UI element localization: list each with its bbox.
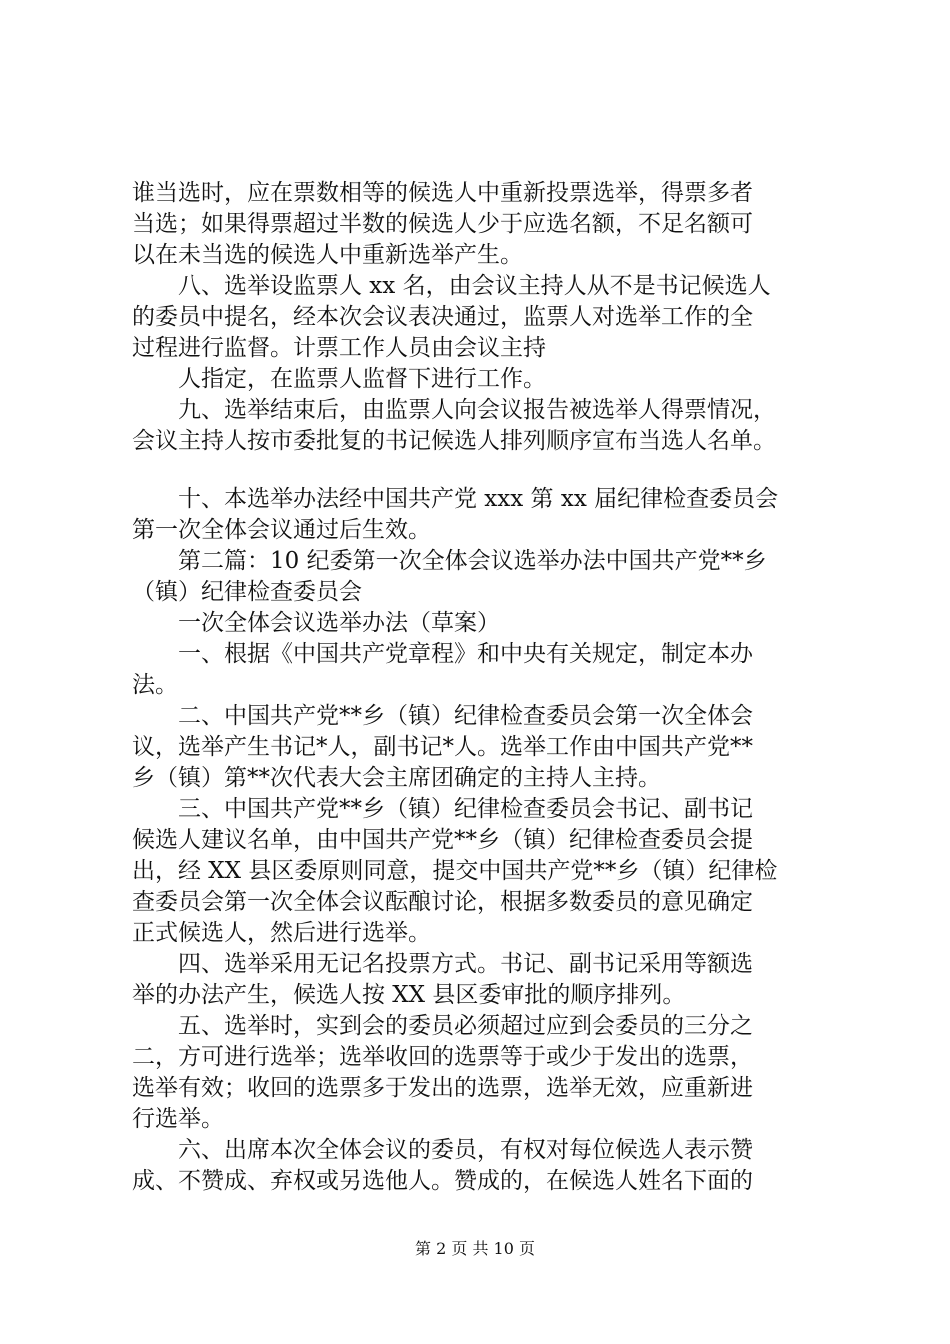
text-line: 谁当选时，应在票数相等的候选人中重新投票选举，得票多者 — [132, 180, 753, 206]
text-line: 五、选举时，实到会的委员必须超过应到会委员的三分之 — [178, 1013, 753, 1039]
text-line: 一、根据《中国共产党章程》和中央有关规定，制定本办 — [178, 641, 753, 667]
text-line: 第二篇：10 纪委第一次全体会议选举办法中国共产党**乡 — [178, 548, 767, 574]
text-line: 一次全体会议选举办法（草案） — [178, 610, 500, 636]
text-line: 出，经 XX 县区委原则同意，提交中国共产党**乡（镇）纪律检 — [132, 858, 778, 884]
text-line: 乡（镇）第**次代表大会主席团确定的主持人主持。 — [132, 765, 661, 791]
text-line: 六、出席本次全体会议的委员，有权对每位候选人表示赞 — [178, 1137, 753, 1163]
text-line: 当选；如果得票超过半数的候选人少于应选名额，不足名额可 — [132, 211, 753, 237]
text-line: 会议主持人按市委批复的书记候选人排列顺序宣布当选人名单。 — [132, 428, 776, 454]
text-line: 法。 — [132, 672, 178, 698]
text-line: 三、中国共产党**乡（镇）纪律检查委员会书记、副书记 — [178, 796, 753, 822]
text-line: 正式候选人，然后进行选举。 — [132, 920, 431, 946]
text-line: 查委员会第一次全体会议酝酿讨论，根据多数委员的意见确定 — [132, 889, 753, 915]
text-line: 人指定，在监票人监督下进行工作。 — [178, 366, 546, 392]
text-line: 第一次全体会议通过后生效。 — [132, 517, 431, 543]
text-line: 行选举。 — [132, 1106, 224, 1132]
text-line: 以在未当选的候选人中重新选举产生。 — [132, 242, 523, 268]
text-line: 过程进行监督。计票工作人员由会议主持 — [132, 335, 546, 361]
text-line: 二、中国共产党**乡（镇）纪律检查委员会第一次全体会 — [178, 703, 753, 729]
text-line: 二，方可进行选举；选举收回的选票等于或少于发出的选票， — [132, 1044, 753, 1070]
text-line: 举的办法产生，候选人按 XX 县区委审批的顺序排列。 — [132, 982, 686, 1008]
text-line: 四、选举采用无记名投票方式。书记、副书记采用等额选 — [178, 951, 753, 977]
text-line: 的委员中提名，经本次会议表决通过，监票人对选举工作的全 — [132, 304, 753, 330]
text-line: 候选人建议名单，由中国共产党**乡（镇）纪律检查委员会提 — [132, 827, 753, 853]
text-line: 议，选举产生书记*人，副书记*人。选举工作由中国共产党** — [132, 734, 753, 760]
text-line: 选举有效；收回的选票多于发出的选票，选举无效，应重新进 — [132, 1075, 753, 1101]
text-line: （镇）纪律检查委员会 — [132, 579, 362, 605]
page-number-footer: 第 2 页 共 10 页 — [415, 1239, 535, 1258]
text-line: 十、本选举办法经中国共产党 xxx 第 xx 届纪律检查委员会 — [178, 486, 779, 512]
text-line: 成、不赞成、弃权或另选他人。赞成的，在候选人姓名下面的 — [132, 1168, 753, 1194]
text-line: 九、选举结束后，由监票人向会议报告被选举人得票情况， — [178, 397, 776, 423]
text-line: 八、选举设监票人 xx 名，由会议主持人从不是书记候选人 — [178, 273, 771, 299]
